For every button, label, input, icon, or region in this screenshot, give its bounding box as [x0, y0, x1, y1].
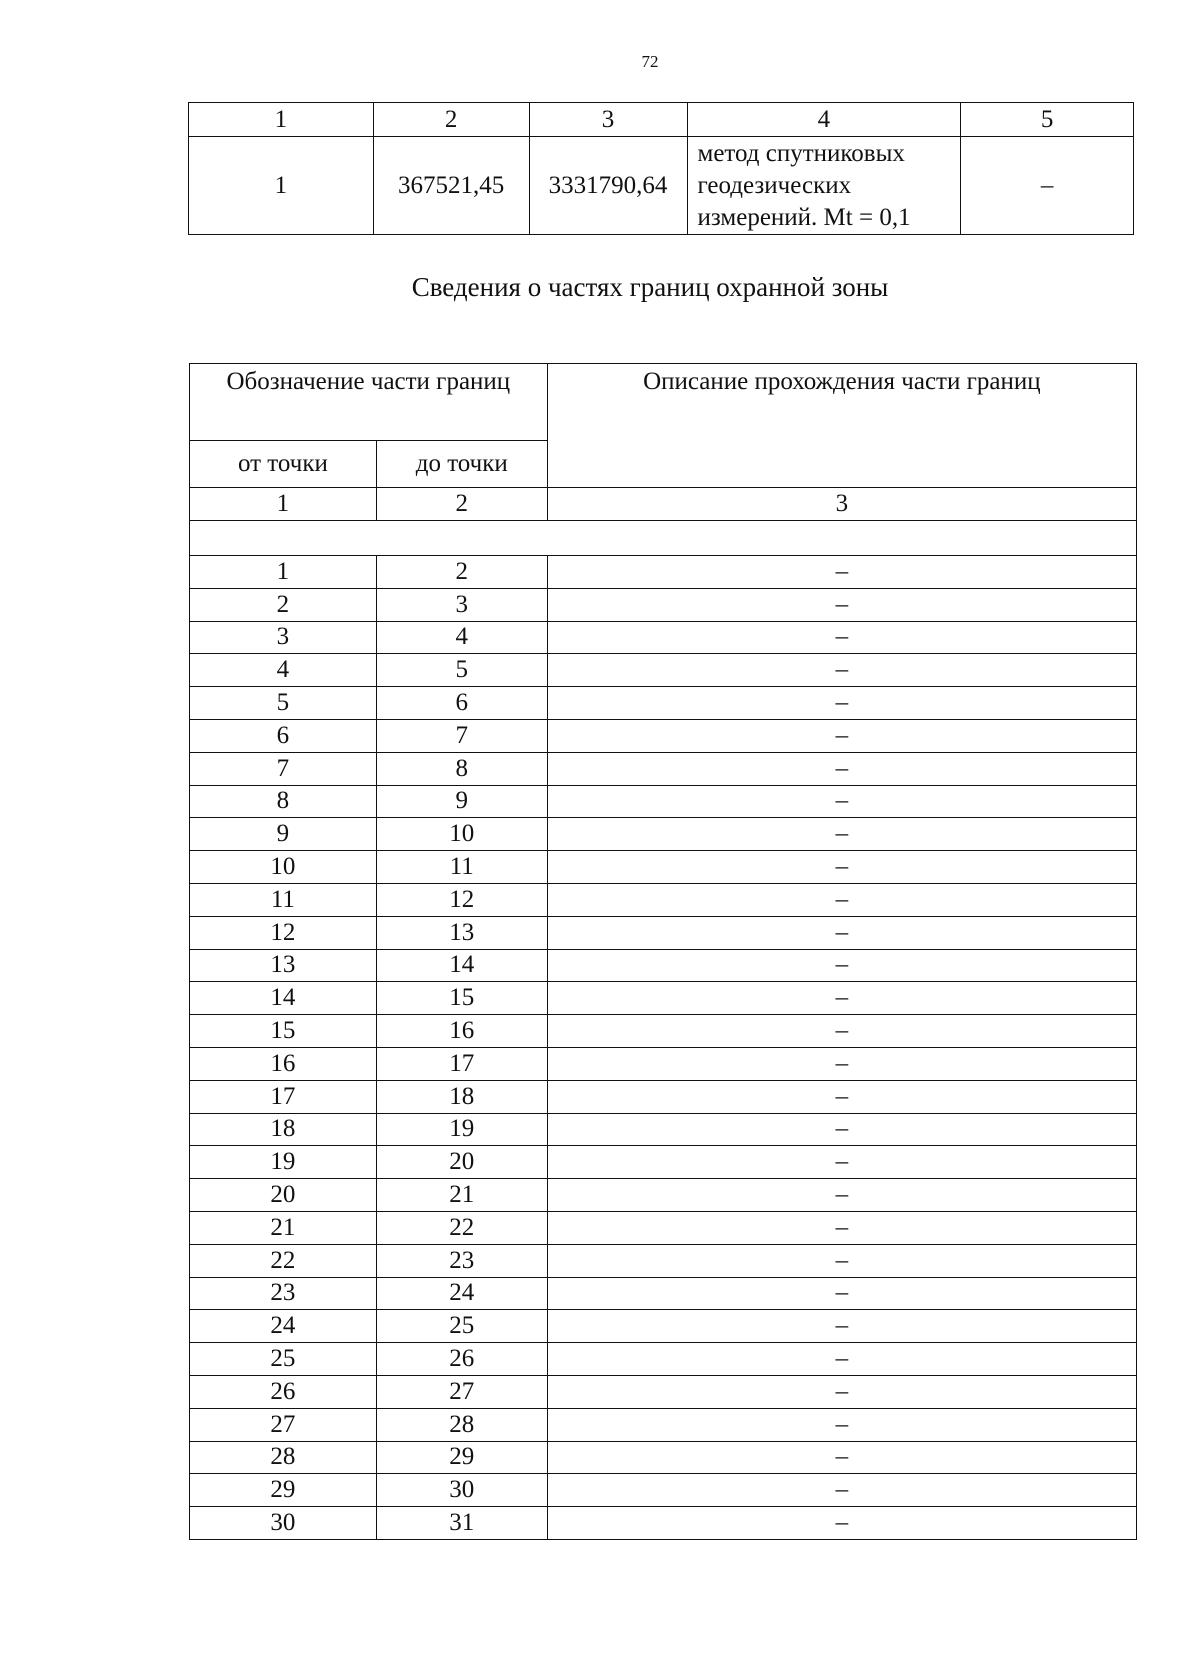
table-row — [190, 621, 1137, 654]
boundary-description: – — [547, 654, 1136, 687]
col-header-3: 3 — [529, 103, 687, 137]
to-point: 7 — [376, 719, 547, 752]
header-to-point: до точки — [376, 441, 547, 488]
from-point: 1 — [190, 556, 377, 589]
table-row — [190, 818, 1137, 851]
to-point: 25 — [376, 1310, 547, 1343]
to-point: 5 — [376, 654, 547, 687]
page-number: 72 — [641, 52, 659, 71]
boundary-description: – — [547, 1211, 1136, 1244]
from-point: 17 — [190, 1080, 377, 1113]
boundary-description: – — [547, 785, 1136, 818]
table-row — [190, 1408, 1137, 1441]
from-point: 6 — [190, 719, 377, 752]
to-point: 23 — [376, 1244, 547, 1277]
table-row — [190, 785, 1137, 818]
from-point: 28 — [190, 1441, 377, 1474]
table-row — [190, 1441, 1137, 1474]
table-row — [190, 1211, 1137, 1244]
to-point: 30 — [376, 1474, 547, 1507]
to-point: 9 — [376, 785, 547, 818]
boundary-description: – — [547, 621, 1136, 654]
method-line: метод спутниковых — [697, 139, 905, 167]
from-point: 23 — [190, 1277, 377, 1310]
from-point: 14 — [190, 982, 377, 1015]
boundary-description: – — [547, 1277, 1136, 1310]
col-number-3: 3 — [547, 488, 1136, 521]
to-point: 4 — [376, 621, 547, 654]
coordinates-table-header — [189, 103, 1134, 137]
to-point: 15 — [376, 982, 547, 1015]
col-number-2: 2 — [376, 488, 547, 521]
from-point: 20 — [190, 1179, 377, 1212]
to-point: 29 — [376, 1441, 547, 1474]
from-point: 25 — [190, 1343, 377, 1376]
boundary-description: – — [547, 556, 1136, 589]
boundary-description: – — [547, 1047, 1136, 1080]
table-row — [190, 719, 1137, 752]
to-point: 3 — [376, 588, 547, 621]
boundary-description: – — [547, 1244, 1136, 1277]
table-row — [190, 949, 1137, 982]
boundary-description: – — [547, 752, 1136, 785]
header-designation: Обозначение части границ — [190, 364, 548, 441]
boundary-description: – — [547, 588, 1136, 621]
boundary-description: – — [547, 1375, 1136, 1408]
to-point: 27 — [376, 1375, 547, 1408]
to-point: 8 — [376, 752, 547, 785]
boundary-table-header — [190, 364, 1137, 441]
to-point: 13 — [376, 916, 547, 949]
to-point: 20 — [376, 1146, 547, 1179]
to-point: 21 — [376, 1179, 547, 1212]
table-row — [190, 1474, 1137, 1507]
from-point: 12 — [190, 916, 377, 949]
table-row — [190, 1080, 1137, 1113]
boundary-description: – — [547, 916, 1136, 949]
point-note: – — [961, 137, 1134, 235]
from-point: 15 — [190, 1015, 377, 1048]
boundary-description: – — [547, 719, 1136, 752]
from-point: 18 — [190, 1113, 377, 1146]
to-point: 6 — [376, 687, 547, 720]
boundary-description: – — [547, 1179, 1136, 1212]
from-point: 3 — [190, 621, 377, 654]
to-point: 2 — [376, 556, 547, 589]
from-point: 7 — [190, 752, 377, 785]
table-row — [190, 883, 1137, 916]
to-point: 31 — [376, 1507, 547, 1540]
table-row — [190, 556, 1137, 589]
blank-row — [190, 521, 1137, 556]
boundary-parts-table — [189, 363, 1137, 1540]
table-row — [189, 137, 1134, 235]
to-point: 19 — [376, 1113, 547, 1146]
method-line: геодезических — [697, 171, 852, 199]
coordinate-y: 3331790,64 — [529, 137, 687, 235]
to-point: 12 — [376, 883, 547, 916]
to-point: 24 — [376, 1277, 547, 1310]
boundary-description: – — [547, 687, 1136, 720]
from-point: 4 — [190, 654, 377, 687]
table-row — [190, 1375, 1137, 1408]
table-row — [190, 1113, 1137, 1146]
from-point: 24 — [190, 1310, 377, 1343]
point-number: 1 — [189, 137, 374, 235]
boundary-description: – — [547, 818, 1136, 851]
table-row — [190, 687, 1137, 720]
table-row — [190, 1015, 1137, 1048]
boundary-description: – — [547, 982, 1136, 1015]
col-number-1: 1 — [190, 488, 377, 521]
table-row — [190, 1507, 1137, 1540]
table-row — [190, 752, 1137, 785]
to-point: 11 — [376, 851, 547, 884]
boundary-description: – — [547, 1343, 1136, 1376]
from-point: 10 — [190, 851, 377, 884]
table-row — [190, 1310, 1137, 1343]
boundary-description: – — [547, 1408, 1136, 1441]
boundary-description: – — [547, 949, 1136, 982]
from-point: 21 — [190, 1211, 377, 1244]
table-row — [190, 1047, 1137, 1080]
boundary-description: – — [547, 1474, 1136, 1507]
table-row — [190, 654, 1137, 687]
from-point: 27 — [190, 1408, 377, 1441]
section-title: Сведения о частях границ охранной зоны — [411, 272, 889, 302]
blank-cell — [190, 521, 1137, 556]
table-row — [190, 1244, 1137, 1277]
column-numbers-row — [190, 488, 1137, 521]
table-row — [190, 588, 1137, 621]
table-row — [190, 1343, 1137, 1376]
from-point: 13 — [190, 949, 377, 982]
from-point: 30 — [190, 1507, 377, 1540]
header-from-point: от точки — [190, 441, 377, 488]
from-point: 2 — [190, 588, 377, 621]
from-point: 19 — [190, 1146, 377, 1179]
boundary-description: – — [547, 851, 1136, 884]
method-line: измерений. Mt = 0,1 — [697, 203, 911, 231]
table-row — [190, 851, 1137, 884]
table-row — [190, 1179, 1137, 1212]
to-point: 22 — [376, 1211, 547, 1244]
to-point: 16 — [376, 1015, 547, 1048]
boundary-description: – — [547, 1507, 1136, 1540]
to-point: 10 — [376, 818, 547, 851]
to-point: 17 — [376, 1047, 547, 1080]
col-header-2: 2 — [373, 103, 529, 137]
from-point: 29 — [190, 1474, 377, 1507]
from-point: 5 — [190, 687, 377, 720]
col-header-1: 1 — [189, 103, 374, 137]
to-point: 26 — [376, 1343, 547, 1376]
table-row — [190, 1146, 1137, 1179]
from-point: 9 — [190, 818, 377, 851]
from-point: 8 — [190, 785, 377, 818]
from-point: 16 — [190, 1047, 377, 1080]
boundary-description: – — [547, 1441, 1136, 1474]
boundary-description: – — [547, 1080, 1136, 1113]
from-point: 22 — [190, 1244, 377, 1277]
col-header-5: 5 — [961, 103, 1134, 137]
table-row — [190, 982, 1137, 1015]
coordinate-x: 367521,45 — [373, 137, 529, 235]
boundary-description: – — [547, 1015, 1136, 1048]
to-point: 28 — [376, 1408, 547, 1441]
measurement-method — [687, 137, 961, 235]
boundary-description: – — [547, 883, 1136, 916]
boundary-description: – — [547, 1310, 1136, 1343]
header-description: Описание прохождения части границ — [547, 364, 1136, 488]
from-point: 26 — [190, 1375, 377, 1408]
to-point: 18 — [376, 1080, 547, 1113]
col-header-4: 4 — [687, 103, 961, 137]
to-point: 14 — [376, 949, 547, 982]
boundary-description: – — [547, 1113, 1136, 1146]
from-point: 11 — [190, 883, 377, 916]
table-row — [190, 1277, 1137, 1310]
boundary-description: – — [547, 1146, 1136, 1179]
coordinates-table — [188, 102, 1134, 235]
table-row — [190, 916, 1137, 949]
